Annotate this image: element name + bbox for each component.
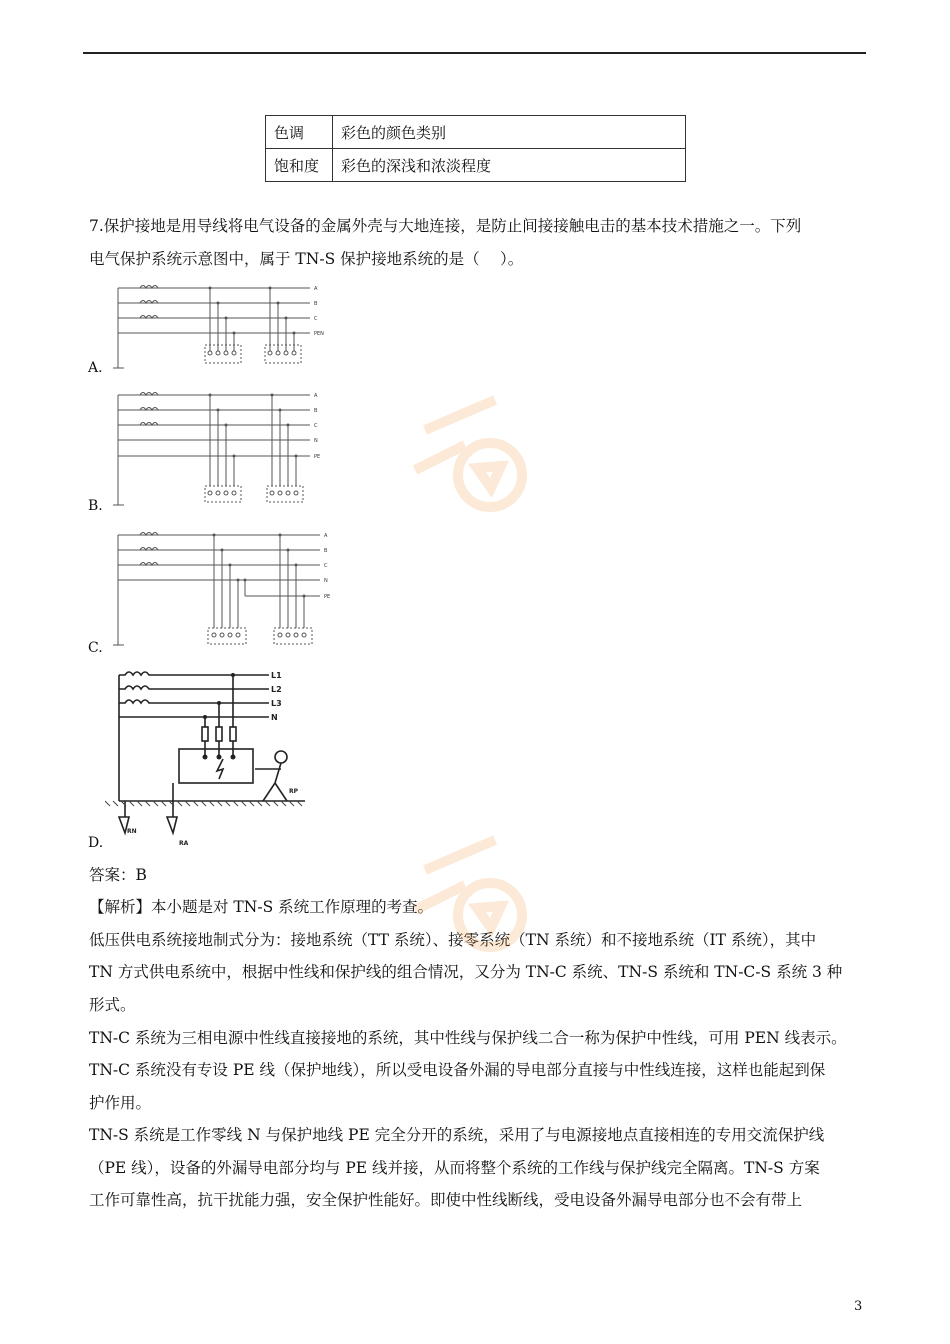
line-label: N (324, 578, 328, 584)
analysis-line: TN-C 系统为三相电源中性线直接接地的系统，其中性线与保护线二合一称为保护中性线，可用 PEN 线表示。 (89, 1029, 847, 1047)
line-label: N (271, 713, 278, 722)
line-label: B (314, 301, 318, 307)
ra-label: RA (179, 840, 189, 847)
analysis-line: 护作用。 (89, 1094, 152, 1112)
rp-label: RP (289, 788, 299, 795)
option-c-label: C. (88, 640, 103, 656)
question-line-1: 7.保护接地是用导线将电气设备的金属外壳与大地连接，是防止间接接触电击的基本技术措施之一。下列 (89, 217, 802, 235)
line-label: B (324, 548, 328, 554)
analysis-line: TN 方式供电系统中，根据中性线和保护线的组合情况，又分为 TN-C 系统、TN-S 系统和 TN-C-S 系统 3 种 (89, 963, 843, 981)
table-cell-key: 饱和度 (266, 149, 333, 182)
line-label: C (324, 563, 328, 569)
option-a-label: A. (88, 360, 103, 376)
table-cell-value: 彩色的颜色类别 (333, 116, 686, 149)
diagram-a (110, 283, 350, 378)
line-label: A (324, 533, 328, 539)
line-label: L1 (271, 671, 282, 680)
line-label: PEN (314, 331, 324, 337)
table-row (266, 116, 686, 149)
line-label: L3 (271, 699, 282, 708)
analysis-line: TN-S 系统是工作零线 N 与保护地线 PE 完全分开的系统，采用了与电源接地点直接相连的专用交流保护线 (89, 1126, 825, 1144)
properties-table (265, 115, 686, 182)
line-label: C (314, 423, 318, 429)
line-label: N (314, 438, 318, 444)
header-rule (83, 52, 866, 54)
analysis-line: 【解析】本小题是对 TN-S 系统工作原理的考查。 (89, 898, 434, 916)
analysis-line: 低压供电系统接地制式分为：接地系统（TT 系统）、接零系统（TN 系统）和不接地系统（IT 系统），其中 (89, 931, 817, 949)
line-label: PE (324, 594, 331, 600)
answer: 答案：B (89, 866, 147, 884)
analysis-line: 工作可靠性高，抗干扰能力强，安全保护性能好。即使中性线断线，受电设备外漏导电部分也不会有带上 (89, 1191, 803, 1209)
table-row (266, 149, 686, 182)
option-b-label: B. (88, 498, 103, 514)
diagram-b (110, 390, 350, 515)
line-label: A (314, 393, 318, 399)
page-number: 3 (854, 1299, 863, 1314)
watermark-logo (405, 830, 535, 960)
watermark-logo (405, 390, 535, 520)
table-cell-key: 色调 (266, 116, 333, 149)
question-line-2: 电气保护系统示意图中，属于 TN-S 保护接地系统的是（ ）。 (89, 250, 524, 268)
analysis-line: （PE 线），设备的外漏导电部分均与 PE 线并接，从而将整个系统的工作线与保护线完全隔离。TN-S 方案 (89, 1159, 820, 1177)
diagram-c (110, 530, 350, 655)
rn-label: RN (127, 828, 137, 835)
option-d-label: D. (88, 835, 104, 851)
line-label: L2 (271, 685, 282, 694)
line-label: A (314, 286, 318, 292)
line-label: PE (314, 454, 321, 460)
line-label: C (314, 316, 318, 322)
analysis-line: TN-C 系统没有专设 PE 线（保护地线），所以受电设备外漏的导电部分直接与中性线连接，这样也能起到保 (89, 1061, 826, 1079)
analysis-line: 形式。 (89, 996, 136, 1014)
table-cell-value: 彩色的深浅和浓淡程度 (333, 149, 686, 182)
line-label: B (314, 408, 318, 414)
diagram-d (105, 665, 315, 850)
